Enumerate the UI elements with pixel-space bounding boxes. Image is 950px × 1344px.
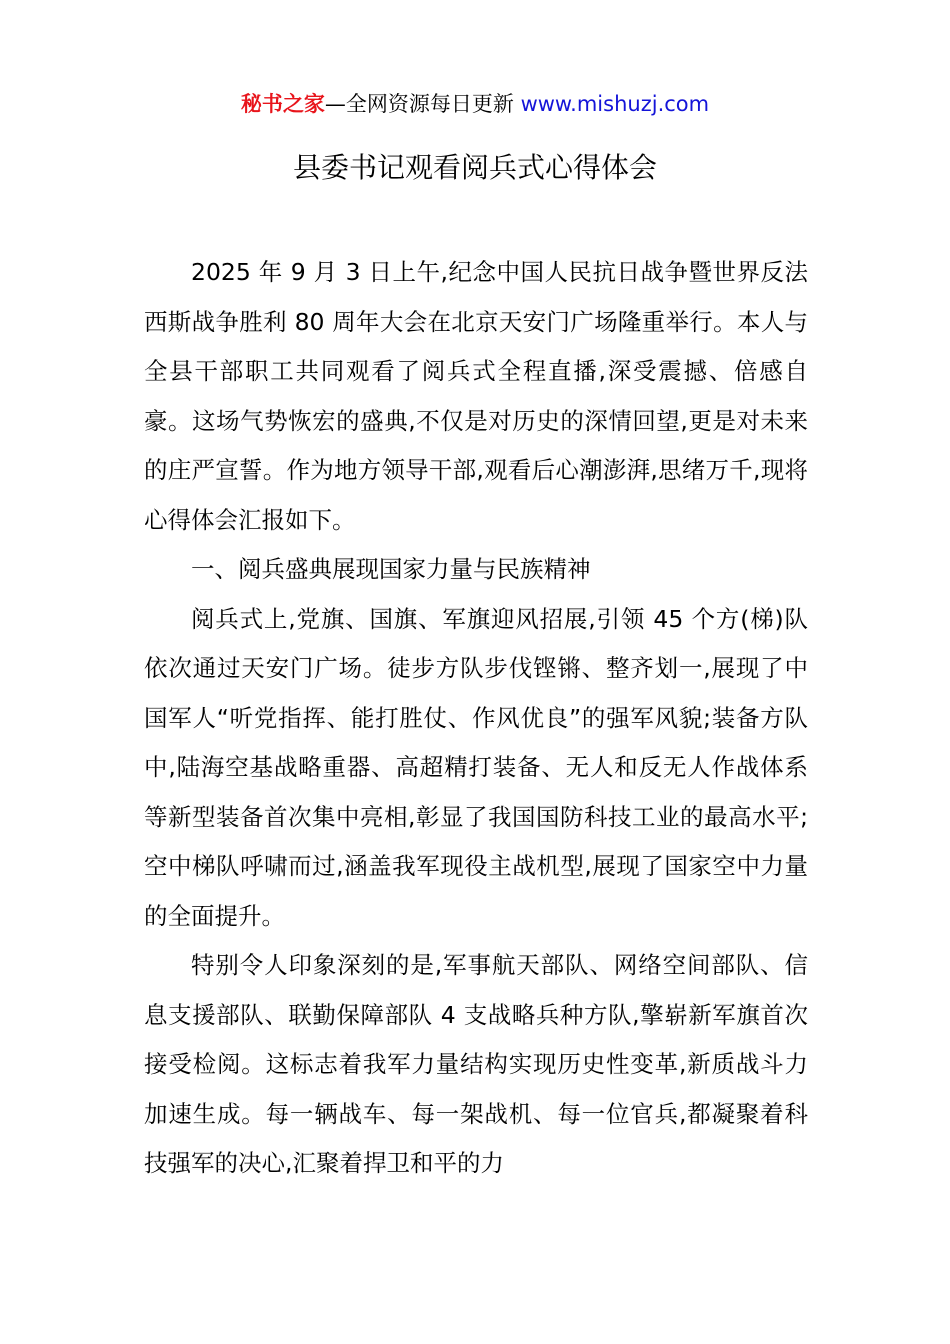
document-body — [144, 248, 808, 1189]
site-url-link[interactable]: www.mishuzj.com — [513, 92, 710, 116]
section-heading-1: 一、阅兵盛典展现国家力量与民族精神 — [191, 555, 591, 583]
document-title: 县委书记观看阅兵式心得体会 — [292, 151, 657, 184]
brand-name: 秘书之家 — [240, 92, 325, 116]
header-tagline: —全网资源每日更新 — [324, 92, 514, 116]
paragraph-intro: 2025 年 9 月 3 日上午,纪念中国人民抗日战争暨世界反法西斯战争胜利 80 周年大会在北京天安门广场隆重举行。本人与全县干部职工共同观看了阅兵式全程直播,深受震撼、倍感自豪。这场气势恢宏的盛典,不仅是对历史的深情回望,更是对未来的庄严宣誓。作为地方领导干部,观看后心潮澎湃,思绪万千,现将心得体会汇报如下。 — [144, 258, 808, 534]
paragraph-parade: 阅兵式上,党旗、国旗、军旗迎风招展,引领 45 个方(梯)队依次通过天安门广场。徒步方队步伐铿锵、整齐划一,展现了中国军人“听党指挥、能打胜仗、作风优良”的强军风貌;装备方队中,陆海空基战略重器、高超精打装备、无人和反无人作战体系等新型装备首次集中亮相,彰显了我国国防科技工业的最高水平;空中梯队呼啸而过,涵盖我军现役主战机型,展现了国家空中力量的全面提升。 — [144, 604, 808, 930]
paragraph-strategic-forces: 特别令人印象深刻的是,军事航天部队、网络空间部队、信息支援部队、联勤保障部队 4 支战略兵种方队,擎崭新军旗首次接受检阅。这标志着我军力量结构实现历史性变革,新质战斗力加速生成。每一辆战车、每一架战机、每一位官兵,都凝聚着科技强军的决心,汇聚着捍卫和平的力 — [144, 951, 808, 1177]
site-header — [0, 88, 950, 120]
